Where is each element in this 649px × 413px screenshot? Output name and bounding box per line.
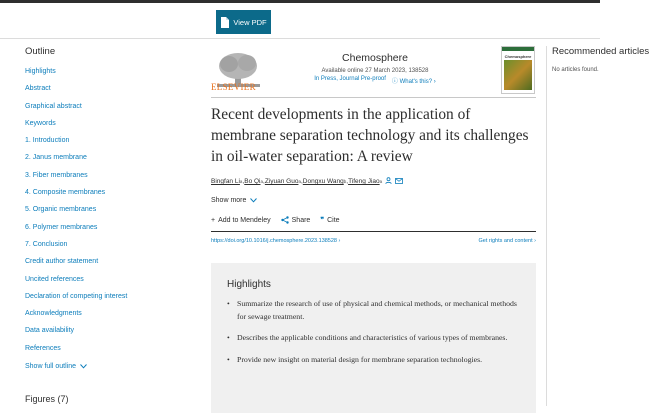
share-icon [281, 216, 289, 224]
journal-info [278, 52, 472, 85]
available-online-date: Available online 27 March 2023, 138528 [321, 68, 429, 74]
cover-artwork [504, 60, 532, 90]
show-more-button[interactable] [211, 197, 257, 204]
email-icon[interactable] [395, 178, 403, 186]
get-rights-link[interactable]: Get rights and content › [478, 238, 536, 244]
outline-item[interactable]: Acknowledgments [25, 310, 82, 318]
author-affiliation-mark: a [260, 179, 264, 184]
outline-item[interactable]: Graphical abstract [25, 102, 82, 110]
chevron-down-icon [250, 198, 257, 203]
author-list [211, 177, 403, 186]
outline-item[interactable]: 1. Introduction [25, 137, 70, 145]
help-icon: ⓘ [391, 79, 398, 85]
recommended-articles-panel [546, 46, 649, 406]
arrow-icon: › [433, 79, 436, 85]
highlights-list [227, 298, 520, 366]
add-to-mendeley-button[interactable] [211, 216, 271, 224]
author-separator: , [263, 178, 265, 185]
add-to-mendeley-label: Add to Mendeley [218, 216, 271, 224]
outline-item[interactable]: Abstract [25, 85, 51, 93]
article-actions [211, 216, 340, 224]
author-affiliation-mark: a [298, 179, 301, 184]
person-icon[interactable] [385, 177, 392, 186]
share-button[interactable] [281, 216, 311, 224]
outline-item[interactable]: 2. Janus membrane [25, 154, 87, 162]
author-link[interactable]: Tifeng Jiao [348, 178, 380, 185]
view-pdf-label: View PDF [233, 17, 267, 27]
cite-label: Cite [327, 216, 340, 224]
whats-this-label: What's this? [399, 79, 433, 85]
author-link[interactable]: Dongxu Wang [302, 178, 344, 185]
chevron-down-icon [80, 364, 87, 369]
author-affiliation-mark: a [379, 179, 383, 184]
quote-icon: ❞ [320, 217, 325, 224]
highlight-item: • Describes the applicable conditions and characteristics of various types of membranes. [237, 332, 520, 345]
author-link[interactable]: Bo Qi [244, 178, 261, 185]
outline-item[interactable]: 7. Conclusion [25, 240, 68, 248]
highlights-heading: Highlights [227, 279, 271, 290]
top-border [0, 0, 600, 3]
get-rights-label: Get rights and content [478, 238, 533, 244]
journal-name-link[interactable]: Chemosphere [342, 52, 408, 64]
no-articles-message: No articles found. [552, 67, 599, 73]
article-title: Recent developments in the application of membrane separation technology and its challenges in oil-water separation: A review [211, 106, 529, 165]
show-more-label: Show more [211, 197, 247, 204]
outline-panel [25, 46, 185, 370]
outline-list [25, 67, 185, 361]
author-separator: , [346, 178, 349, 185]
outline-item[interactable]: 5. Organic membranes [25, 206, 97, 214]
outline-item[interactable]: 3. Fiber membranes [25, 171, 88, 179]
journal-cover-image[interactable] [501, 46, 535, 94]
highlight-item: • Summarize the research of use of physical and chemical methods, or mechanical methods for sewage treatment. [237, 298, 520, 323]
show-full-outline-link[interactable] [25, 363, 185, 370]
whats-this-link[interactable] [392, 76, 436, 85]
doi-link-text: https://doi.org/10.1016/j.chemosphere.2023.138528 [211, 238, 337, 244]
elsevier-wordmark[interactable]: ELSEVIER [211, 82, 256, 92]
author-link[interactable]: Bingfan Li [211, 178, 240, 185]
recommended-heading: Recommended articles [552, 46, 649, 57]
author-separator: , [242, 178, 245, 185]
doi-row [211, 231, 536, 244]
outline-item[interactable]: 4. Composite membranes [25, 189, 106, 197]
doi-link[interactable]: https://doi.org/10.1016/j.chemosphere.2023.138528 › [211, 238, 341, 244]
outline-item[interactable]: Credit author statement [25, 258, 99, 266]
share-label: Share [291, 216, 311, 224]
in-press-link[interactable]: In Press, Journal Pre-proof [314, 76, 386, 82]
outline-item[interactable]: Declaration of competing interest [25, 292, 128, 300]
author-affiliation-mark: b [343, 179, 347, 184]
outline-item[interactable]: References [25, 344, 61, 352]
plus-icon: + [211, 216, 216, 224]
figures-section-heading[interactable]: Figures (7) [25, 394, 69, 404]
article-status-line [278, 76, 472, 85]
cover-journal-title: Chemosphere [504, 54, 532, 59]
author-affiliation-mark: a [239, 179, 243, 184]
outline-heading: Outline [25, 46, 56, 57]
outline-item[interactable]: Keywords [25, 119, 56, 127]
top-toolbar [0, 0, 600, 39]
highlight-item: • Provide new insight on material design for membrane separation technologies. [237, 354, 520, 367]
cite-button[interactable] [320, 216, 339, 224]
outline-item[interactable]: Uncited references [25, 275, 84, 283]
header-divider [211, 97, 536, 98]
author-separator: , [300, 178, 303, 185]
highlights-section [211, 263, 536, 413]
outline-item[interactable]: Data availability [25, 327, 75, 335]
author-link[interactable]: Ziyuan Guo [264, 178, 299, 185]
view-pdf-button[interactable] [216, 10, 271, 34]
outline-item[interactable]: 6. Polymer membranes [25, 223, 98, 231]
outline-item[interactable]: Highlights [25, 68, 56, 75]
cover-top-band [502, 47, 534, 51]
show-full-outline-label: Show full outline [25, 363, 76, 371]
pdf-icon [220, 17, 229, 28]
